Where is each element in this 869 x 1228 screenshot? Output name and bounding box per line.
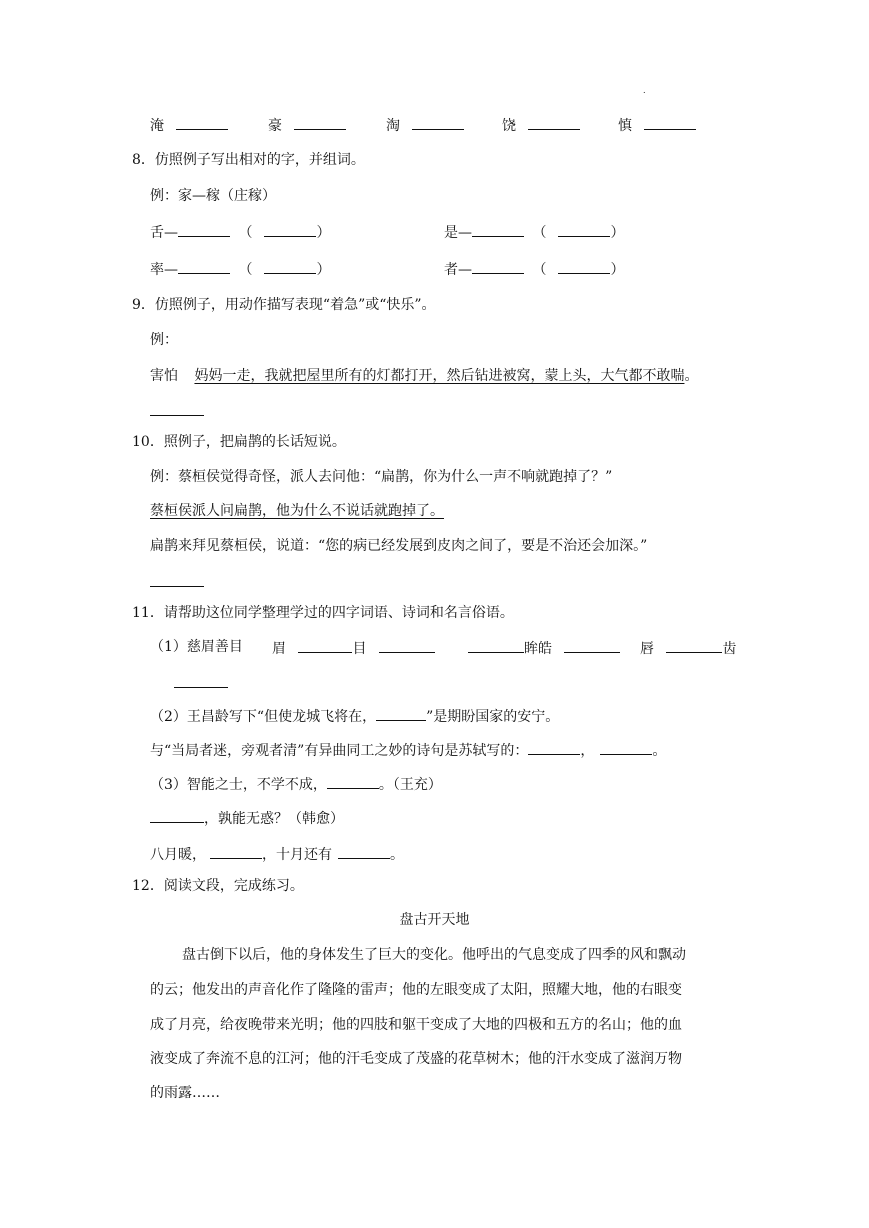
saying-text: 八月暖， [150, 847, 206, 863]
question-10-example: 例：蔡桓侯觉得奇怪，派人去问他：“扁鹊，你为什么一声不响就跑掉了？” [150, 469, 613, 485]
question-10-task: 扁鹊来拜见蔡桓侯，说道：“您的病已经发展到皮肉之间了，要是不治还会加深。” [150, 538, 648, 554]
idiom-part: 目 [352, 641, 367, 657]
pair-label: 是— [444, 225, 472, 241]
example-sentence: 妈妈一走，我就把屋里所有的灯都打开，然后钻进被窝，蒙上头，大气都不敢喘 [194, 368, 685, 384]
saying-text: （3）智能之士，不学不成， [150, 777, 327, 793]
answer-blank[interactable] [338, 844, 390, 859]
question-9-example-label: 例： [150, 332, 178, 348]
answer-blank[interactable] [174, 673, 228, 688]
char-item-group [618, 115, 696, 135]
example-word: 害怕 [150, 368, 178, 384]
answer-blank[interactable] [178, 259, 230, 274]
idiom-part: 齿 [722, 641, 737, 657]
pair-item [444, 259, 624, 279]
passage-line: 的雨露…… [150, 1085, 220, 1101]
char-blank-row [150, 115, 228, 135]
idiom-row [150, 638, 243, 656]
answer-blank[interactable] [376, 706, 426, 721]
pair-label: 舌— [150, 225, 178, 241]
idiom-row [468, 638, 620, 658]
char-item: 豪 [268, 118, 282, 134]
char-item: 慎 [618, 118, 632, 134]
char-item-group [502, 115, 580, 135]
poem-line [150, 706, 559, 726]
close-paren: ） [610, 262, 625, 278]
saying-line [150, 808, 344, 828]
poem-line [150, 740, 666, 760]
answer-blank[interactable] [472, 259, 524, 274]
short-sentence: 蔡桓侯派人问扁鹊，他为什么不说话就跑掉了。 [150, 503, 444, 519]
answer-blank[interactable] [178, 222, 230, 237]
close-paren: ） [610, 225, 625, 241]
answer-blank[interactable] [528, 740, 580, 755]
passage-title: 盘古开天地 [399, 912, 470, 928]
question-8-example: 例：家—稼（庄稼） [150, 188, 276, 204]
answer-blank[interactable] [564, 638, 620, 653]
open-paren: （ [238, 262, 253, 278]
answer-blank[interactable] [528, 115, 580, 130]
answer-blank[interactable] [558, 259, 610, 274]
pair-label: 者— [444, 262, 472, 278]
passage-line: 的云；他发出的声音化作了隆隆的雷声；他的左眼变成了太阳，照耀大地，他的右眼变 [150, 982, 682, 998]
answer-blank[interactable] [150, 401, 204, 416]
answer-blank[interactable] [298, 638, 352, 653]
question-10-prompt: 10．照例子，把扁鹊的长话短说。 [132, 434, 346, 450]
saying-line [150, 844, 404, 864]
answer-blank[interactable] [666, 638, 722, 653]
char-item: 淹 [150, 118, 164, 134]
idiom-part: 眸皓 [524, 641, 552, 657]
idiom-part: 唇 [640, 641, 654, 657]
answer-blank[interactable] [379, 638, 435, 653]
saying-text: ，十月还有 [262, 847, 332, 863]
char-item: 淘 [386, 118, 400, 134]
top-mark: . [643, 86, 646, 95]
answer-blank[interactable] [327, 774, 379, 789]
saying-text: 。 [390, 847, 404, 863]
pair-item [150, 259, 330, 279]
answer-blank[interactable] [176, 115, 228, 130]
pair-item [150, 222, 330, 242]
poem-text: 与“当局者迷，旁观者清”有异曲同工之妙的诗句是苏轼写的： [150, 743, 529, 759]
comma: ， [580, 743, 595, 759]
answer-blank[interactable] [264, 259, 316, 274]
answer-blank[interactable] [412, 115, 464, 130]
question-9-prompt: 9．仿照例子，用动作描写表现“着急”或“快乐”。 [132, 297, 436, 313]
open-paren: （ [532, 225, 547, 241]
answer-blank[interactable] [150, 808, 204, 823]
saying-text: 。（王充） [378, 777, 442, 793]
passage-line: 液变成了奔流不息的江河；他的汗毛变成了茂盛的花草树木；他的汗水变成了滋润万物 [150, 1051, 682, 1067]
idiom-part: 眉 [272, 641, 286, 657]
answer-blank[interactable] [264, 222, 316, 237]
pair-label: 率— [150, 262, 178, 278]
answer-blank[interactable] [210, 844, 262, 859]
idiom-example: （1）慈眉善目 [150, 639, 243, 655]
saying-line [150, 774, 442, 794]
char-item-group [386, 115, 464, 135]
poem-text: （2）王昌龄写下“但使龙城飞将在， [150, 709, 377, 725]
answer-blank[interactable] [600, 740, 652, 755]
answer-line [150, 572, 204, 592]
close-paren: ） [316, 225, 331, 241]
question-10-example-answer [150, 502, 444, 520]
char-item: 饶 [502, 118, 516, 134]
idiom-row [640, 638, 736, 658]
question-11-prompt: 11．请帮助这位同学整理学过的四字词语、诗词和名言俗语。 [132, 605, 514, 621]
question-8-prompt: 8．仿照例子写出相对的字，并组词。 [132, 152, 365, 168]
answer-line [150, 401, 204, 421]
answer-blank[interactable] [472, 222, 524, 237]
open-paren: （ [238, 225, 253, 241]
passage-line: 盘古倒下以后，他的身体发生了巨大的变化。他呼出的气息变成了四季的风和飘动 [182, 947, 686, 963]
answer-blank[interactable] [150, 572, 204, 587]
open-paren: （ [532, 262, 547, 278]
answer-line [174, 673, 228, 693]
answer-blank[interactable] [294, 115, 346, 130]
saying-text: ，孰能无惑？（韩愈） [204, 811, 344, 827]
pair-item [444, 222, 624, 242]
poem-text: ”是期盼国家的安宁。 [426, 709, 560, 725]
answer-blank[interactable] [644, 115, 696, 130]
idiom-row [272, 638, 435, 658]
sentence-end: 。 [684, 368, 699, 384]
answer-blank[interactable] [468, 638, 524, 653]
period: 。 [652, 743, 667, 759]
passage-line: 成了月亮，给夜晚带来光明；他的四肢和躯干变成了大地的四极和五方的名山；他的血 [150, 1017, 682, 1033]
close-paren: ） [316, 262, 331, 278]
question-9-example [150, 367, 698, 385]
question-12-prompt: 12．阅读文段，完成练习。 [132, 878, 304, 894]
answer-blank[interactable] [558, 222, 610, 237]
char-item-group [268, 115, 346, 135]
